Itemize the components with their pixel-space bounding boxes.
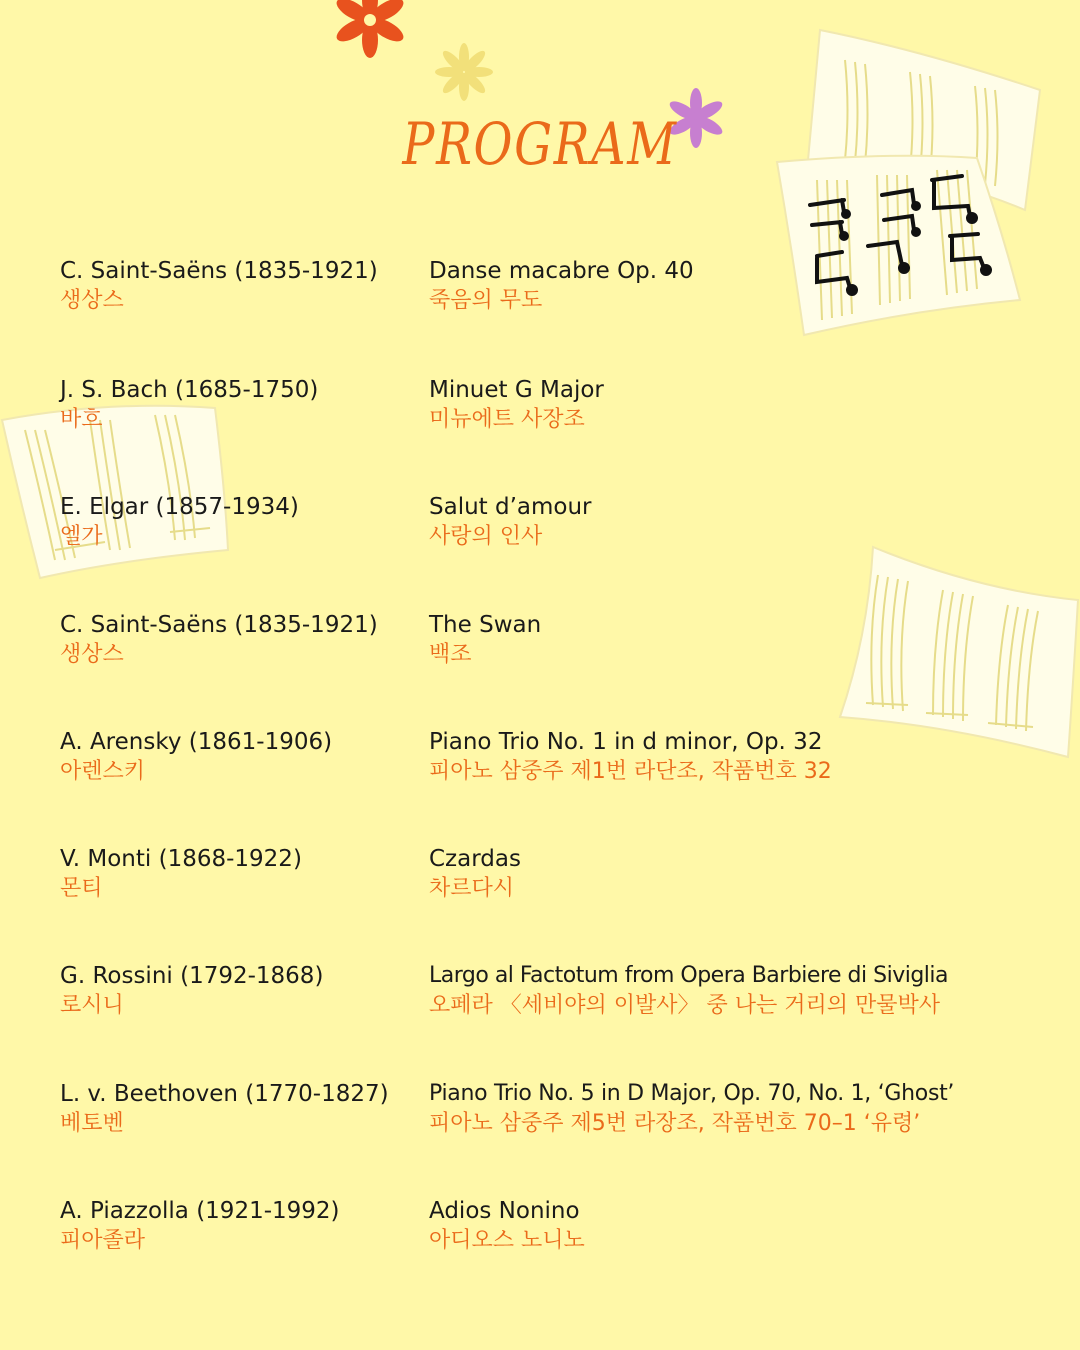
piece-title: Czardas (429, 846, 521, 872)
program-item (60, 844, 1040, 914)
composer-name-korean: 바흐 (60, 407, 103, 432)
piece-title: Minuet G Major (429, 377, 604, 403)
composer-name: C. Saint-Saëns (1835-1921) (60, 612, 378, 638)
piece (429, 492, 1049, 552)
piece (429, 727, 1049, 787)
composer (60, 1079, 420, 1139)
piece-title-korean: 미뉴에트 사장조 (429, 407, 585, 432)
composer-name-korean: 아렌스키 (60, 759, 146, 784)
composer (60, 492, 420, 552)
composer-name-korean: 생상스 (60, 288, 124, 313)
piece (429, 375, 1049, 435)
piece-title-korean: 차르다시 (429, 876, 515, 901)
composer (60, 844, 420, 904)
composer (60, 1196, 420, 1256)
piece-title-korean: 피아노 삼중주 제1번 라단조, 작품번호 32 (429, 759, 832, 784)
program-item (60, 1196, 1040, 1266)
piece-title-korean: 피아노 삼중주 제5번 라장조, 작품번호 70–1 ‘유령’ (429, 1111, 921, 1136)
composer-name: E. Elgar (1857-1934) (60, 494, 299, 520)
piece-title-korean: 사랑의 인사 (429, 524, 543, 549)
composer (60, 375, 420, 435)
composer-name: A. Arensky (1861-1906) (60, 729, 333, 755)
piece (429, 844, 1049, 904)
piece-title: Piano Trio No. 5 in D Major, Op. 70, No. 1, ‘Ghost’ (429, 1081, 955, 1106)
piece-title-korean: 오페라 〈세비야의 이발사〉 중 나는 거리의 만물박사 (429, 993, 941, 1018)
composer-name: J. S. Bach (1685-1750) (60, 377, 319, 403)
program-item (60, 375, 1040, 445)
piece-title-korean: 아디오스 노니노 (429, 1228, 585, 1253)
program-item (60, 961, 1040, 1031)
composer-name: V. Monti (1868-1922) (60, 846, 302, 872)
composer (60, 961, 420, 1021)
program-item (60, 610, 1040, 680)
composer-name: A. Piazzolla (1921-1992) (60, 1198, 340, 1224)
program-item (60, 1079, 1040, 1149)
composer-name: C. Saint-Saëns (1835-1921) (60, 258, 378, 284)
composer-name-korean: 로시니 (60, 993, 124, 1018)
piece-title: Piano Trio No. 1 in d minor, Op. 32 (429, 729, 823, 755)
composer-name-korean: 생상스 (60, 642, 124, 667)
composer (60, 256, 420, 316)
composer-name-korean: 피아졸라 (60, 1228, 146, 1253)
piece-title: Adios Nonino (429, 1198, 580, 1224)
page-title: PROGRAM (402, 110, 678, 178)
composer-name: G. Rossini (1792-1868) (60, 963, 324, 989)
piece-title: The Swan (429, 612, 542, 638)
program-item (60, 492, 1040, 562)
composer (60, 610, 420, 670)
program-item (60, 256, 1040, 326)
piece-title: Danse macabre Op. 40 (429, 258, 694, 284)
piece (429, 1079, 1049, 1139)
piece-title: Salut d’amour (429, 494, 592, 520)
composer (60, 727, 420, 787)
piece-title: Largo al Factotum from Opera Barbiere di Siviglia (429, 963, 948, 988)
piece (429, 256, 1049, 316)
composer-name-korean: 베토벤 (60, 1111, 124, 1136)
composer-name-korean: 몬티 (60, 876, 103, 901)
piece-title-korean: 죽음의 무도 (429, 288, 543, 313)
composer-name-korean: 엘가 (60, 524, 103, 549)
program-item (60, 727, 1040, 797)
composer-name: L. v. Beethoven (1770-1827) (60, 1081, 389, 1107)
piece-title-korean: 백조 (429, 642, 472, 667)
piece (429, 961, 1049, 1021)
piece (429, 610, 1049, 670)
piece (429, 1196, 1049, 1256)
